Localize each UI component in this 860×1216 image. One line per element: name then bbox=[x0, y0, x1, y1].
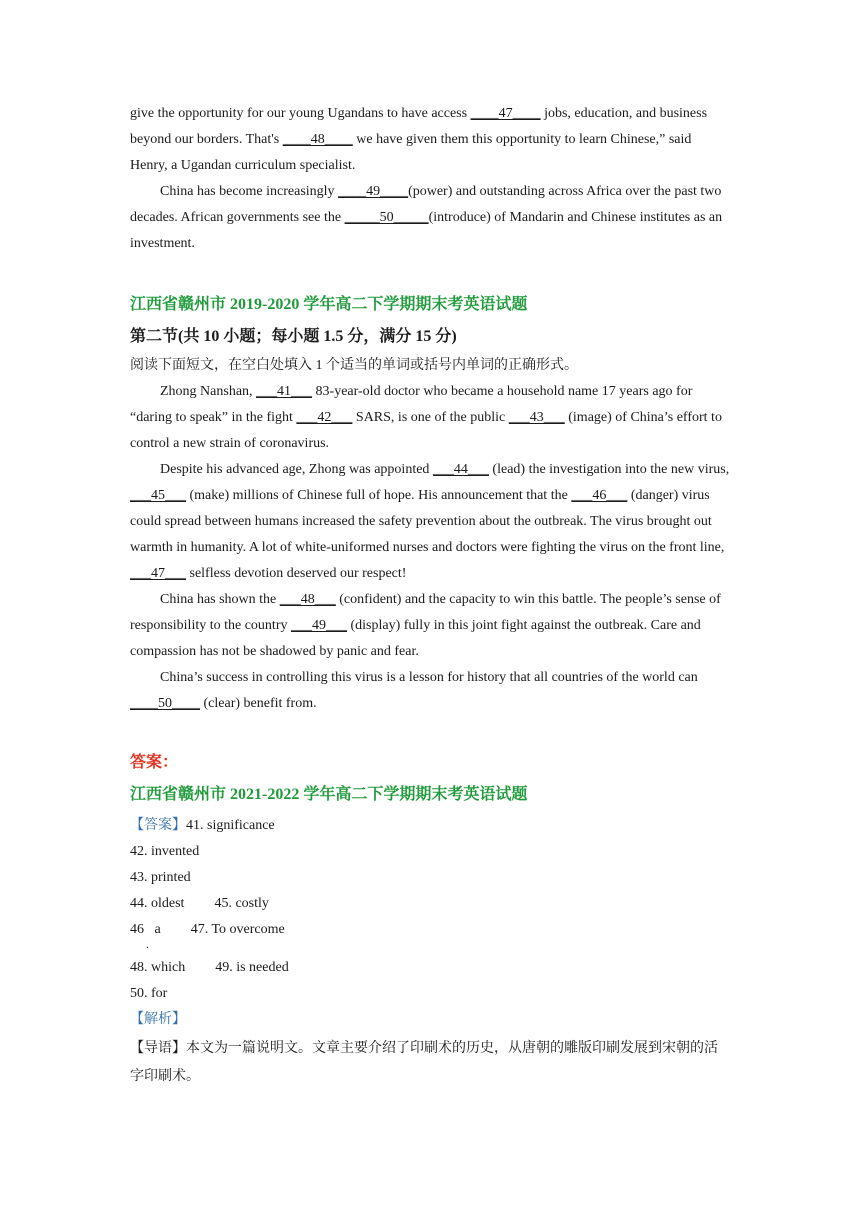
blank-47: ____47____ bbox=[470, 106, 541, 121]
passage-paragraph bbox=[130, 457, 730, 587]
guide-paragraph bbox=[130, 1035, 730, 1091]
passage-text: China has become increasingly bbox=[160, 184, 339, 199]
answer-46-value: a bbox=[154, 922, 161, 937]
exam-title: 江西省赣州市 2021-2022 学年高二下学期期末考英语试题 bbox=[130, 786, 528, 803]
passage-paragraph bbox=[130, 379, 730, 457]
blank-44: ___44___ bbox=[432, 462, 489, 477]
answer-46-number: 46 bbox=[130, 922, 144, 937]
blank-50: _____50_____ bbox=[344, 210, 429, 225]
passage-text: China has shown the bbox=[160, 592, 280, 607]
blank-49: ____49____ bbox=[338, 184, 409, 199]
blank-41: ___41___ bbox=[256, 384, 313, 399]
answer-45: 45. costly bbox=[214, 896, 269, 911]
answer-48: 48. which bbox=[130, 960, 186, 975]
blank-48: ____48____ bbox=[282, 132, 353, 147]
passage-text: jobs, education, and business beyond our borders. That's bbox=[130, 106, 708, 147]
guide-text: 本文为一篇说明文。文章主要介绍了印刷术的历史，从唐朝的雕版印刷发展到宋朝的活字印刷术。 bbox=[130, 1041, 718, 1084]
passage-text: (danger) virus could spread between humans increased the safety prevention about the outbreak. The virus brought out warmth in humanity. A lot of white-uniformed nurses and doctors were fighting the virus on the front line, bbox=[130, 488, 725, 555]
passage-text: give the opportunity for our young Ugandans to have access bbox=[130, 106, 471, 121]
passage-text: (display) fully in this joint fight against the outbreak. Care and compassion has not be shadowed by panic and fear. bbox=[130, 618, 701, 659]
blank-43: ___43___ bbox=[508, 410, 565, 425]
passage-text: (power) and outstanding across Africa over the past two decades. African governments see the bbox=[130, 184, 722, 225]
answer-line bbox=[130, 917, 730, 955]
answer-line bbox=[130, 813, 730, 839]
answer-line: 50. for bbox=[130, 986, 168, 1001]
passage-text: (clear) benefit from. bbox=[200, 696, 317, 711]
answer-line: 42. invented bbox=[130, 844, 200, 859]
blank-50: ____50____ bbox=[130, 696, 200, 711]
passage-text: (confident) and the capacity to win this battle. The people’s sense of responsibility to the country bbox=[130, 592, 721, 633]
passage-text: Despite his advanced age, Zhong was appointed bbox=[160, 462, 433, 477]
passage-text: Zhong Nanshan, bbox=[160, 384, 257, 399]
blank-42: ___42___ bbox=[296, 410, 353, 425]
blank-46: ___46___ bbox=[571, 488, 628, 503]
guide-tag: 【导语】 bbox=[130, 1041, 186, 1056]
passage-paragraph bbox=[130, 665, 730, 717]
instruction-text: 阅读下面短文，在空白处填入 1 个适当的单词或括号内单词的正确形式。 bbox=[130, 358, 578, 373]
document-content bbox=[130, 101, 730, 1091]
answer-47: 47. To overcome bbox=[190, 922, 285, 937]
passage-text: we have given them this opportunity to learn Chinese,” said Henry, a Ugandan curriculum specialist. bbox=[130, 132, 692, 173]
answer-line bbox=[130, 955, 730, 981]
answer-line bbox=[130, 891, 730, 917]
passage-text: (lead) the investigation into the new virus, bbox=[488, 462, 730, 477]
passage-paragraph bbox=[130, 587, 730, 665]
passage-paragraph bbox=[130, 101, 730, 179]
passage-paragraph bbox=[130, 179, 730, 257]
answer-44: 44. oldest bbox=[130, 896, 185, 911]
passage-text: China’s success in controlling this virus is a lesson for history that all countries of the world can bbox=[160, 670, 698, 685]
answer-line: 43. printed bbox=[130, 870, 191, 885]
blank-47: ___47___ bbox=[130, 566, 186, 581]
answers-label: 答案： bbox=[130, 754, 179, 771]
answer-41: 41. significance bbox=[186, 818, 275, 833]
blank-48: ___48___ bbox=[279, 592, 336, 607]
answer-49: 49. is needed bbox=[215, 960, 289, 975]
answer-46-dot: . bbox=[146, 937, 149, 951]
passage-text: selfless devotion deserved our respect! bbox=[186, 566, 407, 581]
passage-text: (make) millions of Chinese full of hope. His announcement that the bbox=[186, 488, 572, 503]
passage-text: 83-year-old doctor who became a household name 17 years ago for “daring to speak” in the fight bbox=[130, 384, 693, 425]
passage-text: SARS, is one of the public bbox=[352, 410, 509, 425]
blank-45: ___45___ bbox=[130, 488, 186, 503]
analysis-tag: 【解析】 bbox=[130, 1012, 186, 1027]
blank-49: ___49___ bbox=[290, 618, 347, 633]
passage-text: (introduce) of Mandarin and Chinese institutes as an investment. bbox=[130, 210, 723, 251]
passage-text: (image) of China’s effort to control a new strain of coronavirus. bbox=[130, 410, 722, 451]
section-heading: 第二节(共 10 小题；每小题 1.5 分，满分 15 分) bbox=[130, 328, 457, 345]
exam-title: 江西省赣州市 2019-2020 学年高二下学期期末考英语试题 bbox=[130, 296, 528, 313]
answer-tag: 【答案】 bbox=[130, 818, 186, 833]
